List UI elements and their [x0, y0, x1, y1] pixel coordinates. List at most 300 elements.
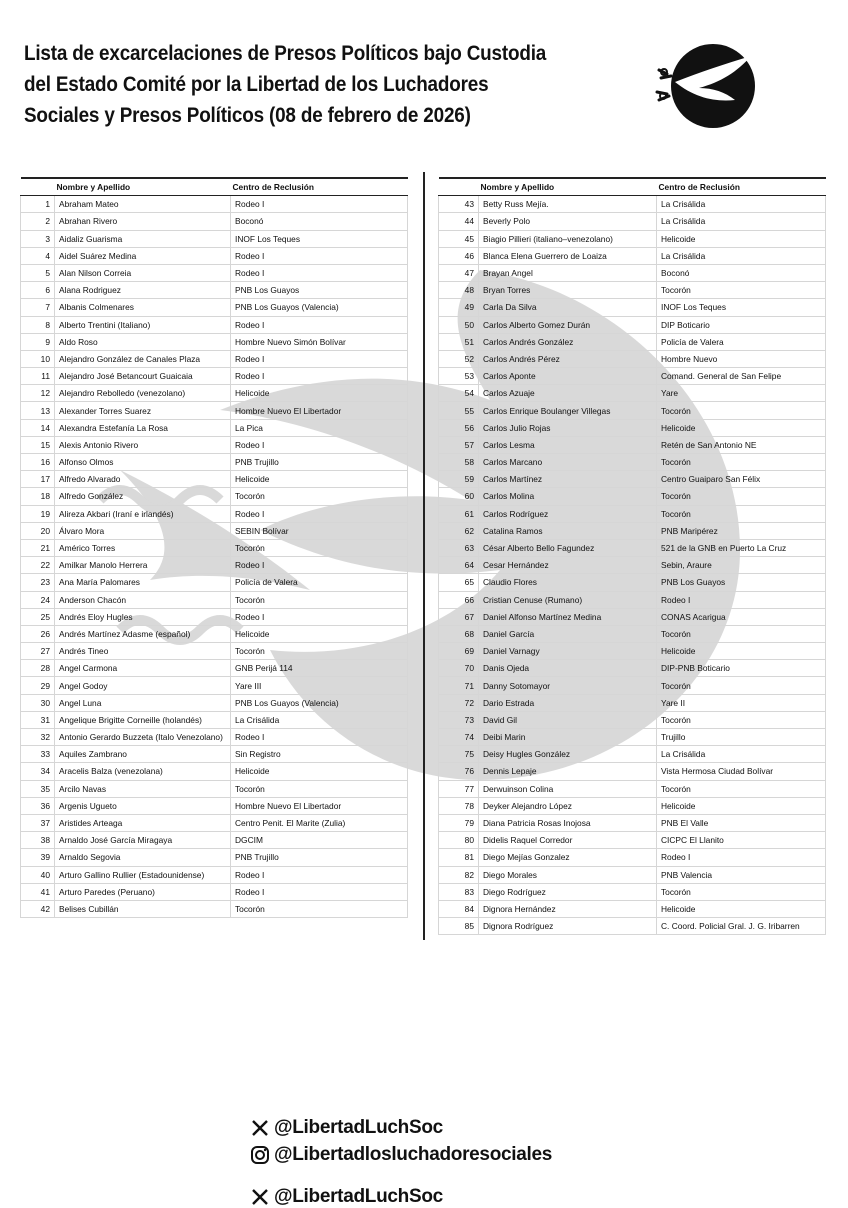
- prisoner-name: Catalina Ramos: [479, 522, 657, 539]
- detention-center: Centro Penit. El Marite (Zulia): [231, 814, 408, 831]
- row-number: 62: [439, 522, 479, 539]
- row-number: 48: [439, 282, 479, 299]
- table-row: [21, 299, 408, 316]
- row-number: 7: [21, 299, 55, 316]
- detention-center: Yare: [657, 385, 826, 402]
- prisoner-name: Aquiles Zambrano: [55, 746, 231, 763]
- prisoner-name: Carlos Martínez: [479, 471, 657, 488]
- row-number: 1: [21, 196, 55, 213]
- table-row: [439, 900, 826, 917]
- prisoner-name: Aidaliz Guarisma: [55, 230, 231, 247]
- detention-center: Rodeo I: [231, 557, 408, 574]
- row-number: 76: [439, 763, 479, 780]
- row-number: 18: [21, 488, 55, 505]
- prisoner-name: Alfredo Alvarado: [55, 471, 231, 488]
- table-header-row: [439, 178, 826, 196]
- table-row: [21, 729, 408, 746]
- table-row: [439, 797, 826, 814]
- detention-center: Rodeo I: [231, 316, 408, 333]
- row-number: 45: [439, 230, 479, 247]
- table-row: [439, 196, 826, 213]
- detention-center: Tocorón: [231, 900, 408, 917]
- row-number: 40: [21, 866, 55, 883]
- prisoner-name: Aracelis Balza (venezolana): [55, 763, 231, 780]
- prisoner-name: Arturo Paredes (Peruano): [55, 883, 231, 900]
- prisoner-name: Daniel Alfonso Martínez Medina: [479, 608, 657, 625]
- prisoner-name: Alejandro González de Canales Plaza: [55, 350, 231, 367]
- prisoner-name: Arturo Gallino Rullier (Estadounidense): [55, 866, 231, 883]
- row-number: 79: [439, 814, 479, 831]
- row-number: 31: [21, 711, 55, 728]
- table-row: [21, 900, 408, 917]
- row-number: 77: [439, 780, 479, 797]
- table-row: [21, 814, 408, 831]
- prisoner-name: Alana Rodriguez: [55, 282, 231, 299]
- detention-center: CICPC El Llanito: [657, 832, 826, 849]
- detention-center: Helicoide: [657, 230, 826, 247]
- detention-center: Tocorón: [657, 780, 826, 797]
- prisoner-name: Carlos Rodríguez: [479, 505, 657, 522]
- table-row: [21, 832, 408, 849]
- prisoner-name: Carla Da Silva: [479, 299, 657, 316]
- row-number: 33: [21, 746, 55, 763]
- table-row: [439, 625, 826, 642]
- prisoner-name: Antonio Gerardo Buzzeta (Italo Venezolano): [55, 729, 231, 746]
- detention-center: Helicoide: [231, 625, 408, 642]
- prisoner-name: Aldo Roso: [55, 333, 231, 350]
- detention-center: Rodeo I: [231, 350, 408, 367]
- header-center: Centro de Reclusión: [657, 178, 826, 196]
- row-number: 17: [21, 471, 55, 488]
- prisoner-name: Carlos Alberto Gomez Durán: [479, 316, 657, 333]
- detention-center: INOF Los Teques: [657, 299, 826, 316]
- instagram-icon: [250, 1145, 270, 1165]
- detention-center: La Crisálida: [657, 196, 826, 213]
- detention-center: Hombre Nuevo Simón Bolívar: [231, 333, 408, 350]
- prisoner-name: Alejandro José Betancourt Guaicaia: [55, 368, 231, 385]
- row-number: 53: [439, 368, 479, 385]
- prisoner-name: Carlos Lesma: [479, 436, 657, 453]
- detention-center: Tocorón: [657, 883, 826, 900]
- prisoner-name: Carlos Azuaje: [479, 385, 657, 402]
- prisoner-name: Deibi Marin: [479, 729, 657, 746]
- social-x-handle[interactable]: [250, 1117, 443, 1139]
- prisoner-name: Alexis Antonio Rivero: [55, 436, 231, 453]
- table-row: [21, 643, 408, 660]
- row-number: 42: [21, 900, 55, 917]
- x-logo-icon: [250, 1118, 270, 1138]
- detention-center: Rodeo I: [231, 368, 408, 385]
- row-number: 73: [439, 711, 479, 728]
- table-row: [439, 402, 826, 419]
- row-number: 28: [21, 660, 55, 677]
- row-number: 27: [21, 643, 55, 660]
- table-row: [439, 660, 826, 677]
- detention-center: La Crisálida: [657, 213, 826, 230]
- row-number: 43: [439, 196, 479, 213]
- table-row: [21, 230, 408, 247]
- row-number: 39: [21, 849, 55, 866]
- detention-center: Tocorón: [657, 505, 826, 522]
- prisoner-name: Danis Ojeda: [479, 660, 657, 677]
- prisoner-name: Aristides Arteaga: [55, 814, 231, 831]
- prisoner-name: Angelique Brigitte Corneille (holandés): [55, 711, 231, 728]
- row-number: 3: [21, 230, 55, 247]
- row-number: 14: [21, 419, 55, 436]
- prisoner-name: Derwuinson Colina: [479, 780, 657, 797]
- prisoner-name: Abraham Mateo: [55, 196, 231, 213]
- table-row: [439, 385, 826, 402]
- detention-center: Rodeo I: [657, 849, 826, 866]
- row-number: 19: [21, 505, 55, 522]
- row-number: 65: [439, 574, 479, 591]
- row-number: 67: [439, 608, 479, 625]
- prisoner-table-left: [20, 177, 408, 918]
- row-number: 75: [439, 746, 479, 763]
- row-number: 5: [21, 264, 55, 281]
- prisoner-name: Diego Morales: [479, 866, 657, 883]
- table-row: [439, 694, 826, 711]
- row-number: 78: [439, 797, 479, 814]
- prisoner-name: César Alberto Bello Fagundez: [479, 539, 657, 556]
- prisoner-name: Alexander Torres Suarez: [55, 402, 231, 419]
- row-number: 12: [21, 385, 55, 402]
- table-row: [21, 316, 408, 333]
- table-row: [21, 711, 408, 728]
- prisoner-name: Abrahan Rivero: [55, 213, 231, 230]
- row-number: 34: [21, 763, 55, 780]
- prisoner-name: Betty Russ Mejía.: [479, 196, 657, 213]
- row-number: 4: [21, 247, 55, 264]
- prisoner-name: Daniel Varnagy: [479, 643, 657, 660]
- detention-center: Policía de Valera: [657, 333, 826, 350]
- prisoner-name: Albanis Colmenares: [55, 299, 231, 316]
- row-number: 32: [21, 729, 55, 746]
- table-row: [21, 213, 408, 230]
- social-handle: @LibertadLuchSoc: [274, 1117, 443, 1138]
- social-instagram-handle[interactable]: [250, 1144, 552, 1166]
- row-number: 15: [21, 436, 55, 453]
- table-row: [439, 488, 826, 505]
- row-number: 20: [21, 522, 55, 539]
- table-row: [439, 557, 826, 574]
- detention-center: PNB El Valle: [657, 814, 826, 831]
- detention-center: Rodeo I: [231, 264, 408, 281]
- prisoner-name: Didelis Raquel Corredor: [479, 832, 657, 849]
- table-row: [21, 419, 408, 436]
- row-number: 57: [439, 436, 479, 453]
- row-number: 64: [439, 557, 479, 574]
- row-number: 72: [439, 694, 479, 711]
- detention-center: DIP Boticario: [657, 316, 826, 333]
- row-number: 54: [439, 385, 479, 402]
- detention-center: Rodeo I: [231, 436, 408, 453]
- row-number: 41: [21, 883, 55, 900]
- detention-center: Tocorón: [657, 488, 826, 505]
- detention-center: Retén de San Antonio NE: [657, 436, 826, 453]
- row-number: 9: [21, 333, 55, 350]
- table-row: [439, 454, 826, 471]
- table-row: [21, 522, 408, 539]
- detention-center: Tocorón: [657, 677, 826, 694]
- prisoner-name: Biagio Pillieri (italiano–venezolano): [479, 230, 657, 247]
- detention-center: DGCIM: [231, 832, 408, 849]
- detention-center: Helicoide: [657, 419, 826, 436]
- table-row: [439, 299, 826, 316]
- row-number: 52: [439, 350, 479, 367]
- prisoner-name: Deisy Hugles González: [479, 746, 657, 763]
- row-number: 47: [439, 264, 479, 281]
- prisoner-name: Cristian Cenuse (Rumano): [479, 591, 657, 608]
- prisoner-name: Alfredo González: [55, 488, 231, 505]
- page-title: Lista de excarcelaciones de Presos Políticos bajo Custodia del Estado Comité por la Libertad de los Luchadores Sociales y Presos Políticos (08 de febrero de 2026): [24, 42, 547, 127]
- table-row: [21, 368, 408, 385]
- row-number: 51: [439, 333, 479, 350]
- detention-center: 521 de la GNB en Puerto La Cruz: [657, 539, 826, 556]
- row-number: 36: [21, 797, 55, 814]
- table-row: [21, 385, 408, 402]
- table-row: [439, 505, 826, 522]
- detention-center: Helicoide: [657, 797, 826, 814]
- prisoner-name: Carlos Marcano: [479, 454, 657, 471]
- table-row: [439, 608, 826, 625]
- detention-center: Helicoide: [231, 385, 408, 402]
- detention-center: PNB Trujillo: [231, 454, 408, 471]
- table-row: [439, 763, 826, 780]
- prisoner-name: Alfonso Olmos: [55, 454, 231, 471]
- prisoner-name: Dignora Hernández: [479, 900, 657, 917]
- prisoner-name: Angel Godoy: [55, 677, 231, 694]
- detention-center: Rodeo I: [231, 866, 408, 883]
- table-row: [21, 866, 408, 883]
- prisoner-name: Ana María Palomares: [55, 574, 231, 591]
- prisoner-name: Álvaro Mora: [55, 522, 231, 539]
- table-row: [21, 350, 408, 367]
- detention-center: La Crisálida: [657, 247, 826, 264]
- prisoner-name: Carlos Enrique Boulanger Villegas: [479, 402, 657, 419]
- table-row: [439, 350, 826, 367]
- detention-center: CONAS Acarigua: [657, 608, 826, 625]
- row-number: 21: [21, 539, 55, 556]
- detention-center: Helicoide: [657, 643, 826, 660]
- table-row: [439, 918, 826, 935]
- table-row: [21, 608, 408, 625]
- prisoner-table-right: [438, 177, 826, 935]
- prisoner-name: Diego Mejías Gonzalez: [479, 849, 657, 866]
- table-row: [21, 436, 408, 453]
- row-number: 70: [439, 660, 479, 677]
- table-row: [439, 574, 826, 591]
- detention-center: Tocorón: [231, 643, 408, 660]
- table-row: [21, 539, 408, 556]
- prisoner-name: Arnaldo José García Miragaya: [55, 832, 231, 849]
- prisoner-name: Andrés Tineo: [55, 643, 231, 660]
- prisoner-name: Deyker Alejandro López: [479, 797, 657, 814]
- detention-center: PNB Maripérez: [657, 522, 826, 539]
- row-number: 30: [21, 694, 55, 711]
- table-row: [21, 883, 408, 900]
- table-header-row: [21, 178, 408, 196]
- table-row: [21, 625, 408, 642]
- table-row: [439, 368, 826, 385]
- detention-center: La Crisálida: [657, 746, 826, 763]
- table-row: [21, 471, 408, 488]
- row-number: 38: [21, 832, 55, 849]
- table-row: [21, 763, 408, 780]
- table-row: [21, 264, 408, 281]
- table-row: [21, 797, 408, 814]
- prisoner-name: Andrés Eloy Hugles: [55, 608, 231, 625]
- detention-center: INOF Los Teques: [231, 230, 408, 247]
- table-row: [439, 419, 826, 436]
- table-row: [21, 591, 408, 608]
- prisoner-name: Carlos Julio Rojas: [479, 419, 657, 436]
- prisoner-name: Dennis Lepaje: [479, 763, 657, 780]
- detention-center: Hombre Nuevo El Libertador: [231, 797, 408, 814]
- prisoner-name: Arcilo Navas: [55, 780, 231, 797]
- row-number: 2: [21, 213, 55, 230]
- prisoner-name: Alejandro Rebolledo (venezolano): [55, 385, 231, 402]
- prisoner-name: Cesar Hernández: [479, 557, 657, 574]
- table-row: [21, 849, 408, 866]
- row-number: 84: [439, 900, 479, 917]
- detention-center: Trujillo: [657, 729, 826, 746]
- prisoner-name: Andrés Martínez Adasme (español): [55, 625, 231, 642]
- detention-center: PNB Los Guayos: [657, 574, 826, 591]
- table-row: [439, 436, 826, 453]
- row-number: 82: [439, 866, 479, 883]
- table-row: [439, 316, 826, 333]
- detention-center: Policía de Valera: [231, 574, 408, 591]
- row-number: 10: [21, 350, 55, 367]
- column-divider: [423, 172, 425, 940]
- detention-center: Helicoide: [231, 763, 408, 780]
- detention-center: Rodeo I: [231, 729, 408, 746]
- row-number: 55: [439, 402, 479, 419]
- detention-center: PNB Los Guayos (Valencia): [231, 694, 408, 711]
- table-row: [21, 454, 408, 471]
- table-row: [21, 780, 408, 797]
- detention-center: Yare II: [657, 694, 826, 711]
- dove-with-broken-chains-icon: [655, 42, 755, 132]
- prisoner-name: Argenis Ugueto: [55, 797, 231, 814]
- row-number: 50: [439, 316, 479, 333]
- prisoner-name: Amilkar Manolo Herrera: [55, 557, 231, 574]
- detention-center: Rodeo I: [231, 883, 408, 900]
- prisoner-name: Beverly Polo: [479, 213, 657, 230]
- row-number: 61: [439, 505, 479, 522]
- table-row: [439, 711, 826, 728]
- row-number: 46: [439, 247, 479, 264]
- detention-center: Rodeo I: [231, 247, 408, 264]
- row-number: 69: [439, 643, 479, 660]
- detention-center: PNB Valencia: [657, 866, 826, 883]
- table-row: [21, 660, 408, 677]
- table-row: [439, 866, 826, 883]
- prisoner-name: Anderson Chacón: [55, 591, 231, 608]
- detention-center: Helicoide: [231, 471, 408, 488]
- row-number: 35: [21, 780, 55, 797]
- row-number: 81: [439, 849, 479, 866]
- detention-center: Tocorón: [657, 711, 826, 728]
- row-number: 26: [21, 625, 55, 642]
- table-row: [439, 264, 826, 281]
- table-row: [439, 814, 826, 831]
- row-number: 37: [21, 814, 55, 831]
- detention-center: Tocorón: [657, 454, 826, 471]
- detention-center: Sin Registro: [231, 746, 408, 763]
- row-number: 63: [439, 539, 479, 556]
- detention-center: Centro Guaiparo San Félix: [657, 471, 826, 488]
- detention-center: Rodeo I: [231, 608, 408, 625]
- table-row: [439, 522, 826, 539]
- prisoner-name: Belises Cubillán: [55, 900, 231, 917]
- table-row: [21, 574, 408, 591]
- table-row: [21, 333, 408, 350]
- prisoner-name: Alberto Trentini (Italiano): [55, 316, 231, 333]
- detention-center: La Crisálida: [231, 711, 408, 728]
- social-handle: @LibertadLuchSoc: [274, 1186, 443, 1207]
- detention-center: Helicoide: [657, 900, 826, 917]
- detention-center: C. Coord. Policial Gral. J. G. Iribarren: [657, 918, 826, 935]
- row-number: 74: [439, 729, 479, 746]
- detention-center: Tocorón: [231, 539, 408, 556]
- table-row: [439, 677, 826, 694]
- prisoner-name: Carlos Molina: [479, 488, 657, 505]
- header-center: Centro de Reclusión: [231, 178, 408, 196]
- row-number: 29: [21, 677, 55, 694]
- detention-center: Boconó: [657, 264, 826, 281]
- row-number: 11: [21, 368, 55, 385]
- prisoner-name: Carlos Andrés Pérez: [479, 350, 657, 367]
- row-number: 56: [439, 419, 479, 436]
- header-number: [439, 178, 479, 196]
- table-row: [439, 213, 826, 230]
- detention-center: Vista Hermosa Ciudad Bolívar: [657, 763, 826, 780]
- social-handle: @Libertadlosluchadoresociales: [274, 1144, 553, 1165]
- detention-center: Yare III: [231, 677, 408, 694]
- detention-center: SEBIN Bolívar: [231, 522, 408, 539]
- social-x-handle-secondary[interactable]: [250, 1186, 443, 1208]
- header-name: Nombre y Apellido: [55, 178, 231, 196]
- row-number: 6: [21, 282, 55, 299]
- prisoner-name: Diana Patricia Rosas Inojosa: [479, 814, 657, 831]
- prisoner-name: Carlos Aponte: [479, 368, 657, 385]
- prisoner-name: Aidel Suárez Medina: [55, 247, 231, 264]
- table-row: [21, 247, 408, 264]
- detention-center: Tocorón: [657, 625, 826, 642]
- table-row: [439, 746, 826, 763]
- row-number: 8: [21, 316, 55, 333]
- detention-center: Tocorón: [231, 591, 408, 608]
- table-row: [21, 505, 408, 522]
- table-row: [439, 591, 826, 608]
- detention-center: Tocorón: [231, 780, 408, 797]
- detention-center: Sebin, Araure: [657, 557, 826, 574]
- table-row: [21, 282, 408, 299]
- row-number: 44: [439, 213, 479, 230]
- prisoner-name: Claudio Flores: [479, 574, 657, 591]
- table-row: [439, 247, 826, 264]
- prisoner-name: Angel Luna: [55, 694, 231, 711]
- detention-center: La Pica: [231, 419, 408, 436]
- prisoner-name: Alan Nilson Correia: [55, 264, 231, 281]
- table-row: [439, 849, 826, 866]
- detention-center: Tocorón: [657, 402, 826, 419]
- row-number: 66: [439, 591, 479, 608]
- detention-center: PNB Trujillo: [231, 849, 408, 866]
- row-number: 22: [21, 557, 55, 574]
